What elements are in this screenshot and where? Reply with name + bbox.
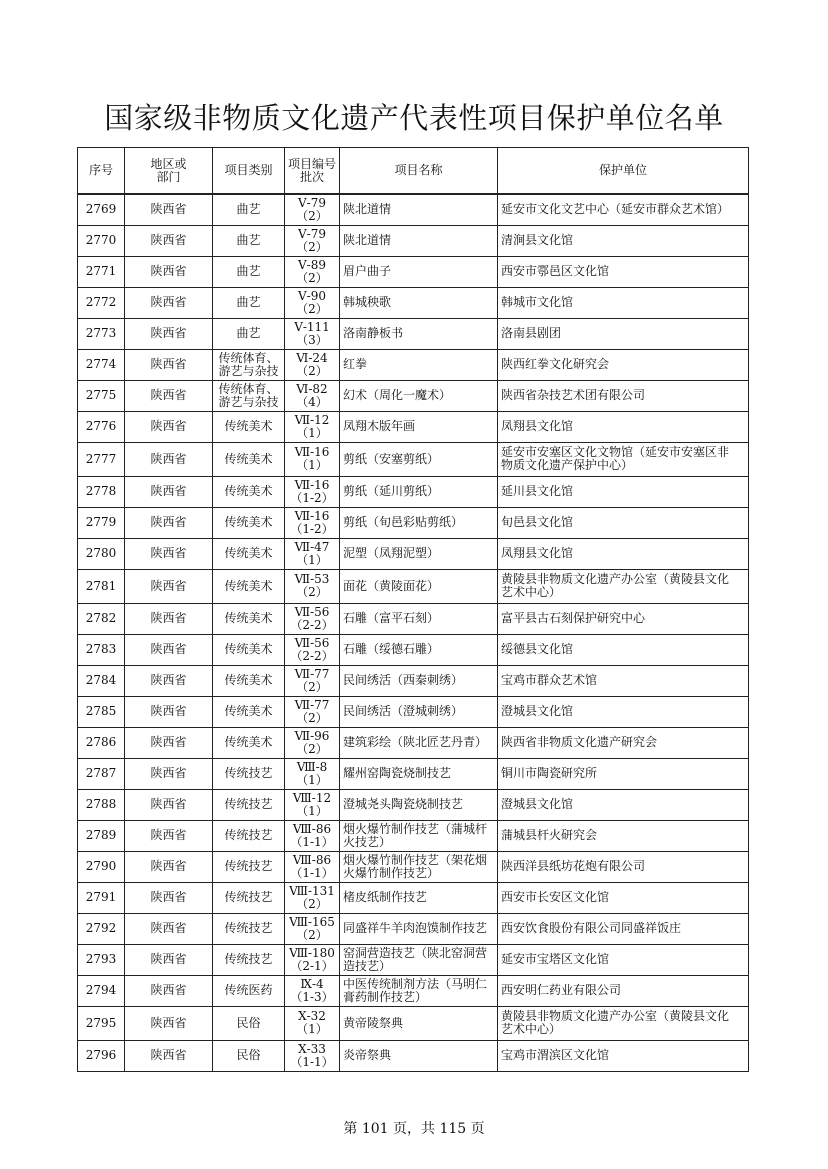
cell-region: 陕西省 [125, 287, 213, 318]
cell-name: 幻术（周化一魔术） [340, 380, 498, 411]
cell-code: Ⅹ-32 （1） [285, 1006, 340, 1040]
heritage-table [77, 147, 749, 1072]
cell-unit: 清涧县文化馆 [498, 225, 749, 256]
cell-code: Ⅶ-16 （1-2） [285, 507, 340, 538]
table-row [78, 758, 749, 789]
cell-unit: 陕西红拳文化研究会 [498, 349, 749, 380]
cell-seq: 2785 [78, 696, 125, 727]
cell-unit: 旬邑县文化馆 [498, 507, 749, 538]
cell-name: 窑洞营造技艺（陕北窑洞营 造技艺） [340, 944, 498, 975]
cell-code: Ⅷ-165 （2） [285, 913, 340, 944]
cell-unit: 凤翔县文化馆 [498, 538, 749, 569]
table-row [78, 1040, 749, 1071]
cell-seq: 2789 [78, 820, 125, 851]
cell-code: Ⅷ-86 （1-1） [285, 851, 340, 882]
cell-unit: 西安饮食股份有限公司同盛祥饭庄 [498, 913, 749, 944]
cell-name: 韩城秧歌 [340, 287, 498, 318]
cell-region: 陕西省 [125, 538, 213, 569]
cell-code: Ⅶ-53 （2） [285, 569, 340, 603]
cell-unit: 富平县古石刻保护研究中心 [498, 603, 749, 634]
cell-category: 传统美术 [213, 665, 285, 696]
cell-region: 陕西省 [125, 507, 213, 538]
cell-region: 陕西省 [125, 975, 213, 1006]
cell-name: 炎帝祭典 [340, 1040, 498, 1071]
cell-region: 陕西省 [125, 349, 213, 380]
table-row [78, 225, 749, 256]
cell-category: 传统美术 [213, 696, 285, 727]
cell-seq: 2786 [78, 727, 125, 758]
table-row [78, 665, 749, 696]
cell-code: Ⅶ-56 （2-2） [285, 634, 340, 665]
cell-unit: 延川县文化馆 [498, 476, 749, 507]
cell-category: 传统体育、 游艺与杂技 [213, 349, 285, 380]
cell-seq: 2783 [78, 634, 125, 665]
table-body [78, 194, 749, 1071]
cell-unit: 西安明仁药业有限公司 [498, 975, 749, 1006]
cell-seq: 2774 [78, 349, 125, 380]
table-row [78, 380, 749, 411]
cell-region: 陕西省 [125, 851, 213, 882]
cell-region: 陕西省 [125, 665, 213, 696]
cell-unit: 宝鸡市群众艺术馆 [498, 665, 749, 696]
cell-name: 烟火爆竹制作技艺（架花烟 火爆竹制作技艺） [340, 851, 498, 882]
cell-name: 眉户曲子 [340, 256, 498, 287]
cell-region: 陕西省 [125, 820, 213, 851]
cell-code: Ⅷ-86 （1-1） [285, 820, 340, 851]
cell-seq: 2794 [78, 975, 125, 1006]
cell-category: 传统技艺 [213, 944, 285, 975]
cell-category: 民俗 [213, 1006, 285, 1040]
cell-name: 凤翔木版年画 [340, 411, 498, 442]
table-row [78, 789, 749, 820]
cell-seq: 2779 [78, 507, 125, 538]
cell-name: 同盛祥牛羊肉泡馍制作技艺 [340, 913, 498, 944]
cell-unit: 黄陵县非物质文化遗产办公室（黄陵县文化 艺术中心） [498, 1006, 749, 1040]
cell-name: 黄帝陵祭典 [340, 1006, 498, 1040]
cell-unit: 延安市安塞区文化文物馆（延安市安塞区非 物质文化遗产保护中心） [498, 442, 749, 476]
cell-code: Ⅶ-12 （1） [285, 411, 340, 442]
table-row [78, 913, 749, 944]
cell-code: Ⅶ-96 （2） [285, 727, 340, 758]
cell-unit: 凤翔县文化馆 [498, 411, 749, 442]
cell-category: 传统美术 [213, 476, 285, 507]
cell-seq: 2790 [78, 851, 125, 882]
cell-unit: 韩城市文化馆 [498, 287, 749, 318]
cell-unit: 铜川市陶瓷研究所 [498, 758, 749, 789]
table-row [78, 975, 749, 1006]
cell-name: 剪纸（安塞剪纸） [340, 442, 498, 476]
cell-seq: 2796 [78, 1040, 125, 1071]
cell-code: Ⅷ-8 （1） [285, 758, 340, 789]
cell-name: 中医传统制剂方法（马明仁 膏药制作技艺） [340, 975, 498, 1006]
cell-category: 民俗 [213, 1040, 285, 1071]
cell-category: 传统技艺 [213, 789, 285, 820]
cell-category: 传统技艺 [213, 758, 285, 789]
cell-seq: 2784 [78, 665, 125, 696]
cell-region: 陕西省 [125, 882, 213, 913]
cell-category: 曲艺 [213, 256, 285, 287]
cell-unit: 黄陵县非物质文化遗产办公室（黄陵县文化 艺术中心） [498, 569, 749, 603]
cell-code: Ⅶ-56 （2-2） [285, 603, 340, 634]
cell-region: 陕西省 [125, 476, 213, 507]
cell-region: 陕西省 [125, 318, 213, 349]
table-row [78, 727, 749, 758]
header-name: 项目名称 [340, 148, 498, 195]
cell-seq: 2795 [78, 1006, 125, 1040]
cell-seq: 2769 [78, 194, 125, 225]
cell-region: 陕西省 [125, 789, 213, 820]
cell-category: 传统技艺 [213, 882, 285, 913]
cell-seq: 2793 [78, 944, 125, 975]
cell-name: 剪纸（延川剪纸） [340, 476, 498, 507]
cell-region: 陕西省 [125, 727, 213, 758]
cell-category: 传统医药 [213, 975, 285, 1006]
header-category: 项目类别 [213, 148, 285, 195]
cell-name: 洛南静板书 [340, 318, 498, 349]
cell-region: 陕西省 [125, 1040, 213, 1071]
cell-seq: 2775 [78, 380, 125, 411]
cell-unit: 西安市鄠邑区文化馆 [498, 256, 749, 287]
cell-category: 曲艺 [213, 318, 285, 349]
cell-name: 民间绣活（澄城刺绣） [340, 696, 498, 727]
cell-region: 陕西省 [125, 913, 213, 944]
cell-name: 剪纸（旬邑彩贴剪纸） [340, 507, 498, 538]
cell-category: 传统美术 [213, 603, 285, 634]
header-seq: 序号 [78, 148, 125, 195]
table-row [78, 569, 749, 603]
cell-code: Ⅶ-77 （2） [285, 696, 340, 727]
table-row [78, 442, 749, 476]
cell-region: 陕西省 [125, 194, 213, 225]
cell-code: Ⅸ-4 （1-3） [285, 975, 340, 1006]
cell-code: Ⅴ-79 （2） [285, 225, 340, 256]
cell-name: 石雕（富平石刻） [340, 603, 498, 634]
cell-region: 陕西省 [125, 603, 213, 634]
cell-seq: 2787 [78, 758, 125, 789]
table-row [78, 851, 749, 882]
cell-name: 建筑彩绘（陕北匠艺丹青） [340, 727, 498, 758]
cell-unit: 宝鸡市渭滨区文化馆 [498, 1040, 749, 1071]
table-row [78, 1006, 749, 1040]
cell-seq: 2780 [78, 538, 125, 569]
cell-code: Ⅷ-12 （1） [285, 789, 340, 820]
cell-unit: 澄城县文化馆 [498, 789, 749, 820]
header-unit: 保护单位 [498, 148, 749, 195]
cell-unit: 陕西省非物质文化遗产研究会 [498, 727, 749, 758]
cell-code: Ⅵ-82 （4） [285, 380, 340, 411]
table-row [78, 538, 749, 569]
cell-region: 陕西省 [125, 944, 213, 975]
cell-category: 传统体育、 游艺与杂技 [213, 380, 285, 411]
cell-seq: 2791 [78, 882, 125, 913]
cell-unit: 延安市宝塔区文化馆 [498, 944, 749, 975]
cell-category: 传统美术 [213, 538, 285, 569]
cell-seq: 2771 [78, 256, 125, 287]
table-row [78, 287, 749, 318]
cell-unit: 陕西省杂技艺术团有限公司 [498, 380, 749, 411]
page-title: 国家级非物质文化遗产代表性项目保护单位名单 [104, 101, 724, 135]
cell-unit: 西安市长安区文化馆 [498, 882, 749, 913]
cell-category: 曲艺 [213, 194, 285, 225]
cell-category: 传统技艺 [213, 851, 285, 882]
table-row [78, 820, 749, 851]
cell-seq: 2782 [78, 603, 125, 634]
header-code: 项目编号 批次 [285, 148, 340, 195]
cell-name: 面花（黄陵面花） [340, 569, 498, 603]
table-row [78, 476, 749, 507]
cell-region: 陕西省 [125, 442, 213, 476]
cell-category: 传统美术 [213, 411, 285, 442]
cell-category: 曲艺 [213, 287, 285, 318]
cell-seq: 2781 [78, 569, 125, 603]
header-region: 地区或 部门 [125, 148, 213, 195]
cell-seq: 2777 [78, 442, 125, 476]
cell-region: 陕西省 [125, 225, 213, 256]
cell-seq: 2772 [78, 287, 125, 318]
cell-seq: 2773 [78, 318, 125, 349]
table-header [78, 148, 749, 195]
cell-name: 石雕（绥德石雕） [340, 634, 498, 665]
cell-category: 传统技艺 [213, 913, 285, 944]
cell-code: Ⅵ-24 （2） [285, 349, 340, 380]
table-row [78, 507, 749, 538]
cell-code: Ⅶ-47 （1） [285, 538, 340, 569]
cell-region: 陕西省 [125, 696, 213, 727]
cell-category: 传统美术 [213, 727, 285, 758]
cell-code: Ⅴ-111 （3） [285, 318, 340, 349]
table-row [78, 944, 749, 975]
cell-name: 楮皮纸制作技艺 [340, 882, 498, 913]
cell-unit: 洛南县剧团 [498, 318, 749, 349]
cell-name: 陕北道情 [340, 194, 498, 225]
cell-category: 曲艺 [213, 225, 285, 256]
cell-region: 陕西省 [125, 569, 213, 603]
cell-seq: 2788 [78, 789, 125, 820]
table-row [78, 256, 749, 287]
table-row [78, 318, 749, 349]
cell-unit: 绥德县文化馆 [498, 634, 749, 665]
cell-name: 烟火爆竹制作技艺（蒲城杆 火技艺） [340, 820, 498, 851]
cell-seq: 2770 [78, 225, 125, 256]
cell-code: Ⅹ-33 （1-1） [285, 1040, 340, 1071]
table-row [78, 696, 749, 727]
table-row [78, 411, 749, 442]
cell-seq: 2776 [78, 411, 125, 442]
cell-region: 陕西省 [125, 411, 213, 442]
cell-seq: 2778 [78, 476, 125, 507]
cell-seq: 2792 [78, 913, 125, 944]
cell-region: 陕西省 [125, 1006, 213, 1040]
cell-unit: 蒲城县杆火研究会 [498, 820, 749, 851]
cell-code: Ⅷ-131 （2） [285, 882, 340, 913]
cell-unit: 延安市文化文艺中心（延安市群众艺术馆） [498, 194, 749, 225]
table-row [78, 349, 749, 380]
cell-name: 耀州窑陶瓷烧制技艺 [340, 758, 498, 789]
cell-unit: 澄城县文化馆 [498, 696, 749, 727]
cell-region: 陕西省 [125, 380, 213, 411]
cell-region: 陕西省 [125, 758, 213, 789]
cell-unit: 陕西洋县纸坊花炮有限公司 [498, 851, 749, 882]
table-row [78, 194, 749, 225]
table-row [78, 634, 749, 665]
cell-code: Ⅴ-79 （2） [285, 194, 340, 225]
cell-code: Ⅷ-180 （2-1） [285, 944, 340, 975]
cell-name: 民间绣活（西秦刺绣） [340, 665, 498, 696]
cell-name: 红拳 [340, 349, 498, 380]
cell-category: 传统美术 [213, 507, 285, 538]
table-row [78, 882, 749, 913]
cell-category: 传统美术 [213, 569, 285, 603]
cell-region: 陕西省 [125, 634, 213, 665]
cell-category: 传统美术 [213, 442, 285, 476]
cell-code: Ⅴ-89 （2） [285, 256, 340, 287]
table-row [78, 603, 749, 634]
cell-code: Ⅶ-77 （2） [285, 665, 340, 696]
cell-name: 泥塑（凤翔泥塑） [340, 538, 498, 569]
cell-name: 陕北道情 [340, 225, 498, 256]
cell-code: Ⅶ-16 （1） [285, 442, 340, 476]
cell-category: 传统美术 [213, 634, 285, 665]
cell-region: 陕西省 [125, 256, 213, 287]
cell-name: 澄城尧头陶瓷烧制技艺 [340, 789, 498, 820]
cell-code: Ⅶ-16 （1-2） [285, 476, 340, 507]
page-footer: 第 101 页，共 115 页 [343, 1121, 485, 1137]
cell-category: 传统技艺 [213, 820, 285, 851]
cell-code: Ⅴ-90 （2） [285, 287, 340, 318]
